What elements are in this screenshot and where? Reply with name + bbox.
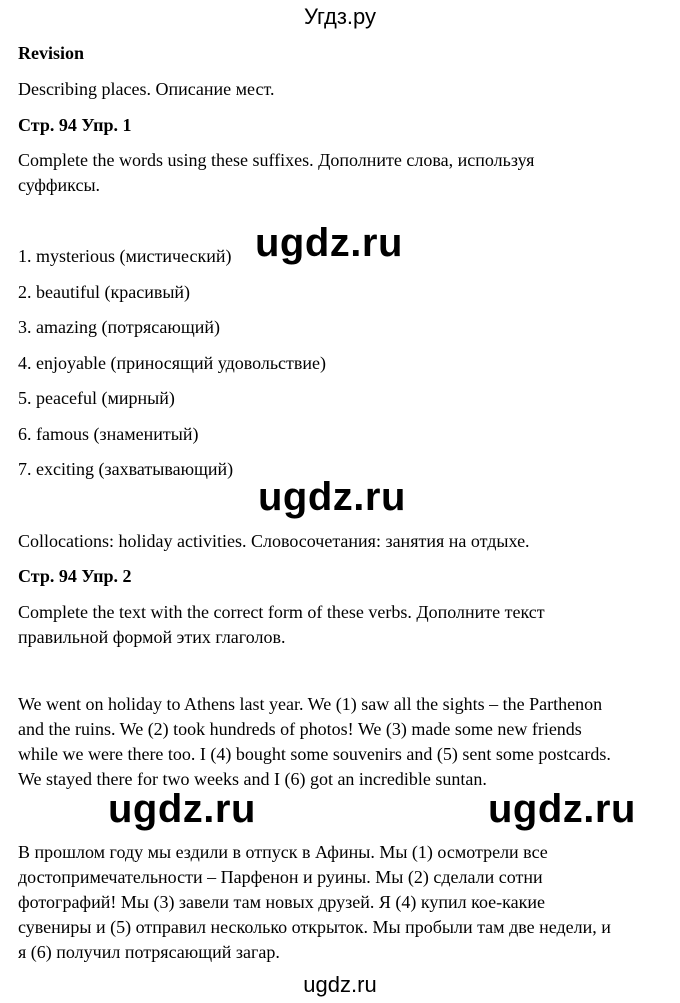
answer-item-6: 6. famous (знаменитый) [18, 424, 199, 444]
english-text-line: and the ruins. We (2) took hundreds of photos! We (3) made some new friends [18, 719, 582, 739]
watermark: ugdz.ru [108, 787, 256, 831]
russian-text-line: В прошлом году мы ездили в отпуск в Афины. Мы (1) осмотрели все [18, 842, 548, 862]
answer-item-5: 5. peaceful (мирный) [18, 388, 175, 408]
watermark: ugdz.ru [255, 221, 403, 265]
exercise-1-heading: Стр. 94 Упр. 1 [18, 115, 132, 135]
answer-item-1: 1. mysterious (мистический) [18, 246, 232, 266]
watermark: ugdz.ru [258, 475, 406, 519]
instruction-line: суффиксы. [18, 175, 101, 195]
site-header: Угдз.ру [303, 4, 377, 29]
russian-text-line: сувениры и (5) отправил несколько открыток. Мы пробыли там две недели, и [18, 917, 611, 937]
answer-item-4: 4. enjoyable (приносящий удовольствие) [18, 353, 327, 373]
topic-describing-places: Describing places. Описание мест. [18, 79, 275, 99]
russian-text-line: фотографий! Мы (3) завели там новых друзей. Я (4) купил кое-какие [18, 892, 545, 912]
topic-holiday-activities: Collocations: holiday activities. Словосочетания: занятия на отдыхе. [18, 531, 530, 551]
instruction-line: Complete the words using these suffixes. Дополните слова, используя [18, 150, 535, 170]
exercise-1-instruction [18, 148, 534, 198]
exercise-2-instruction [18, 600, 545, 650]
exercise-2-heading: Стр. 94 Упр. 2 [18, 566, 132, 586]
english-text-line: We stayed there for two weeks and I (6) got an incredible suntan. [18, 769, 487, 789]
instruction-line: правильной формой этих глаголов. [18, 627, 286, 647]
english-text-line: We went on holiday to Athens last year. We (1) saw all the sights – the Parthenon [18, 694, 603, 714]
footer-watermark: ugdz.ru [303, 972, 377, 997]
russian-text-line: я (6) получил потрясающий загар. [18, 942, 280, 962]
russian-text [18, 840, 611, 965]
answer-item-2: 2. beautiful (красивый) [18, 282, 191, 302]
section-title: Revision [18, 43, 85, 63]
english-text-line: while we were there too. I (4) bought some souvenirs and (5) sent some postcards. [18, 744, 611, 764]
instruction-line: Complete the text with the correct form of these verbs. Дополните текст [18, 602, 545, 622]
russian-text-line: достопримечательности – Парфенон и руины. Мы (2) сделали сотни [18, 867, 543, 887]
watermark: ugdz.ru [488, 787, 636, 831]
answer-item-7: 7. exciting (захватывающий) [18, 459, 234, 479]
english-text [18, 692, 611, 792]
answer-item-3: 3. amazing (потрясающий) [18, 317, 220, 337]
